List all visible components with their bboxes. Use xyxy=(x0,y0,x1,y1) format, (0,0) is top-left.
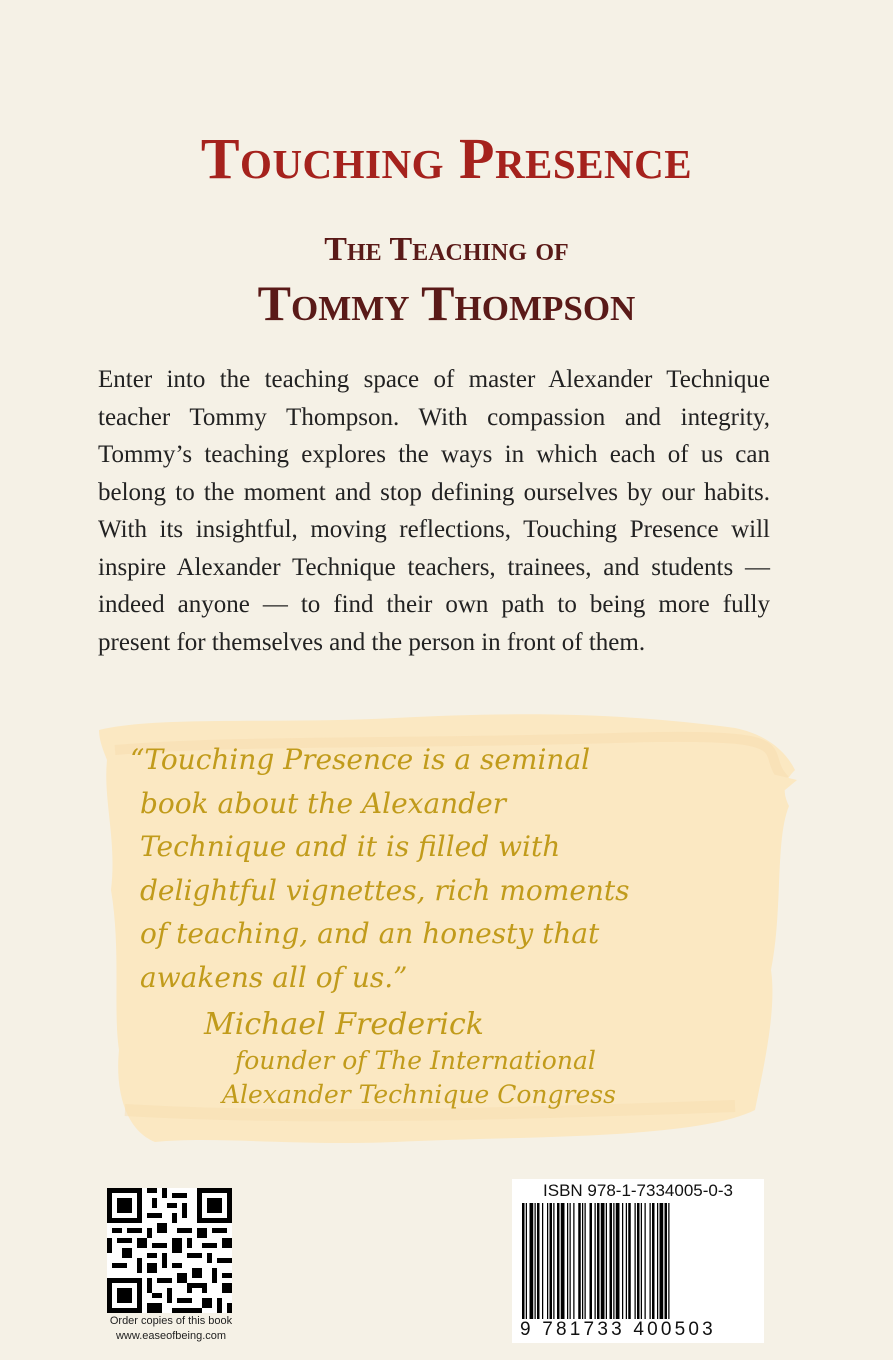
barcode-bar xyxy=(616,1203,620,1329)
quote-line: book about the Alexander xyxy=(140,786,507,820)
barcode-bar xyxy=(561,1203,565,1329)
barcode-bar xyxy=(590,1203,593,1329)
barcode-bar xyxy=(582,1203,583,1329)
barcode-bar xyxy=(641,1203,642,1329)
endorser-role-line: Alexander Technique Congress xyxy=(222,1080,616,1109)
endorser-role-line: founder of The International xyxy=(235,1046,596,1075)
barcode-bar xyxy=(537,1203,540,1329)
isbn-label: ISBN 978-1-7334005-0-3 xyxy=(543,1181,733,1200)
barcode-bar xyxy=(530,1203,534,1329)
barcode-bar xyxy=(567,1203,568,1329)
barcode-bar xyxy=(597,1203,600,1329)
barcode-bar xyxy=(542,1203,543,1329)
barcode-bar xyxy=(553,1203,554,1329)
barcode-bar xyxy=(573,1203,574,1329)
quote-line: “Touching Presence is a seminal xyxy=(130,743,591,776)
barcode-bar xyxy=(526,1203,527,1329)
barcode-bar xyxy=(626,1203,627,1329)
qr-code-icon xyxy=(107,1188,232,1313)
barcode-bar xyxy=(635,1203,636,1329)
book-author: Tommy Thompson xyxy=(257,275,636,331)
barcode-bar xyxy=(606,1203,607,1329)
quote-line: awakens all of us.” xyxy=(140,960,408,994)
barcode-bar xyxy=(522,1203,525,1329)
book-title: Touching Presence xyxy=(200,126,693,191)
barcode-bar xyxy=(628,1203,631,1329)
barcode-bar xyxy=(645,1203,646,1329)
barcode-bar xyxy=(660,1203,664,1329)
barcode-icon xyxy=(520,1203,756,1329)
barcode-bar xyxy=(601,1203,605,1329)
barcode-bar xyxy=(637,1203,640,1329)
barcode-bar xyxy=(547,1203,548,1329)
barcode-bar xyxy=(650,1203,651,1329)
website-link[interactable]: www.easeofbeing.com xyxy=(115,1330,227,1342)
book-subtitle: The Teaching of xyxy=(324,231,569,268)
endorsement-quote xyxy=(130,738,780,999)
barcode-bar xyxy=(578,1203,581,1329)
barcode-bar xyxy=(585,1203,586,1329)
book-description: Enter into the teaching space of master Alexander Technique teacher Tommy Thompson. With compassion and integrity, Tommy’s teaching explores the ways in which each of us can belong to the moment and stop defining ourselves by our habits. With its insightful, moving reflections, Touching Presence will inspire Alexander Technique teachers, trainees, and students — indeed anyone — to find their own path to being more fully present for themselves and the person in front of them. xyxy=(98,366,770,656)
barcode-bar xyxy=(622,1203,623,1329)
quote-line: delightful vignettes, rich moments xyxy=(140,873,630,907)
barcode-bar xyxy=(570,1203,571,1329)
quote-line: of teaching, and an honesty that xyxy=(140,917,600,950)
quote-line: Technique and it is filled with xyxy=(140,830,561,863)
barcode-bar xyxy=(610,1203,613,1329)
barcode-bar xyxy=(557,1203,560,1329)
qr-caption: Order copies of this book xyxy=(109,1315,233,1327)
barcode-bar xyxy=(550,1203,553,1329)
barcode-bar xyxy=(657,1203,658,1329)
barcode-bar xyxy=(535,1203,536,1329)
barcode-bar xyxy=(595,1203,596,1329)
barcode-bar xyxy=(613,1203,614,1329)
barcode-bar xyxy=(665,1203,668,1329)
endorser-name: Michael Frederick xyxy=(204,1007,484,1042)
barcode-bar xyxy=(668,1203,669,1329)
barcode-digits: 9 781733 400503 xyxy=(520,1319,756,1341)
barcode-bar xyxy=(652,1203,655,1329)
qr-code[interactable] xyxy=(107,1188,232,1313)
